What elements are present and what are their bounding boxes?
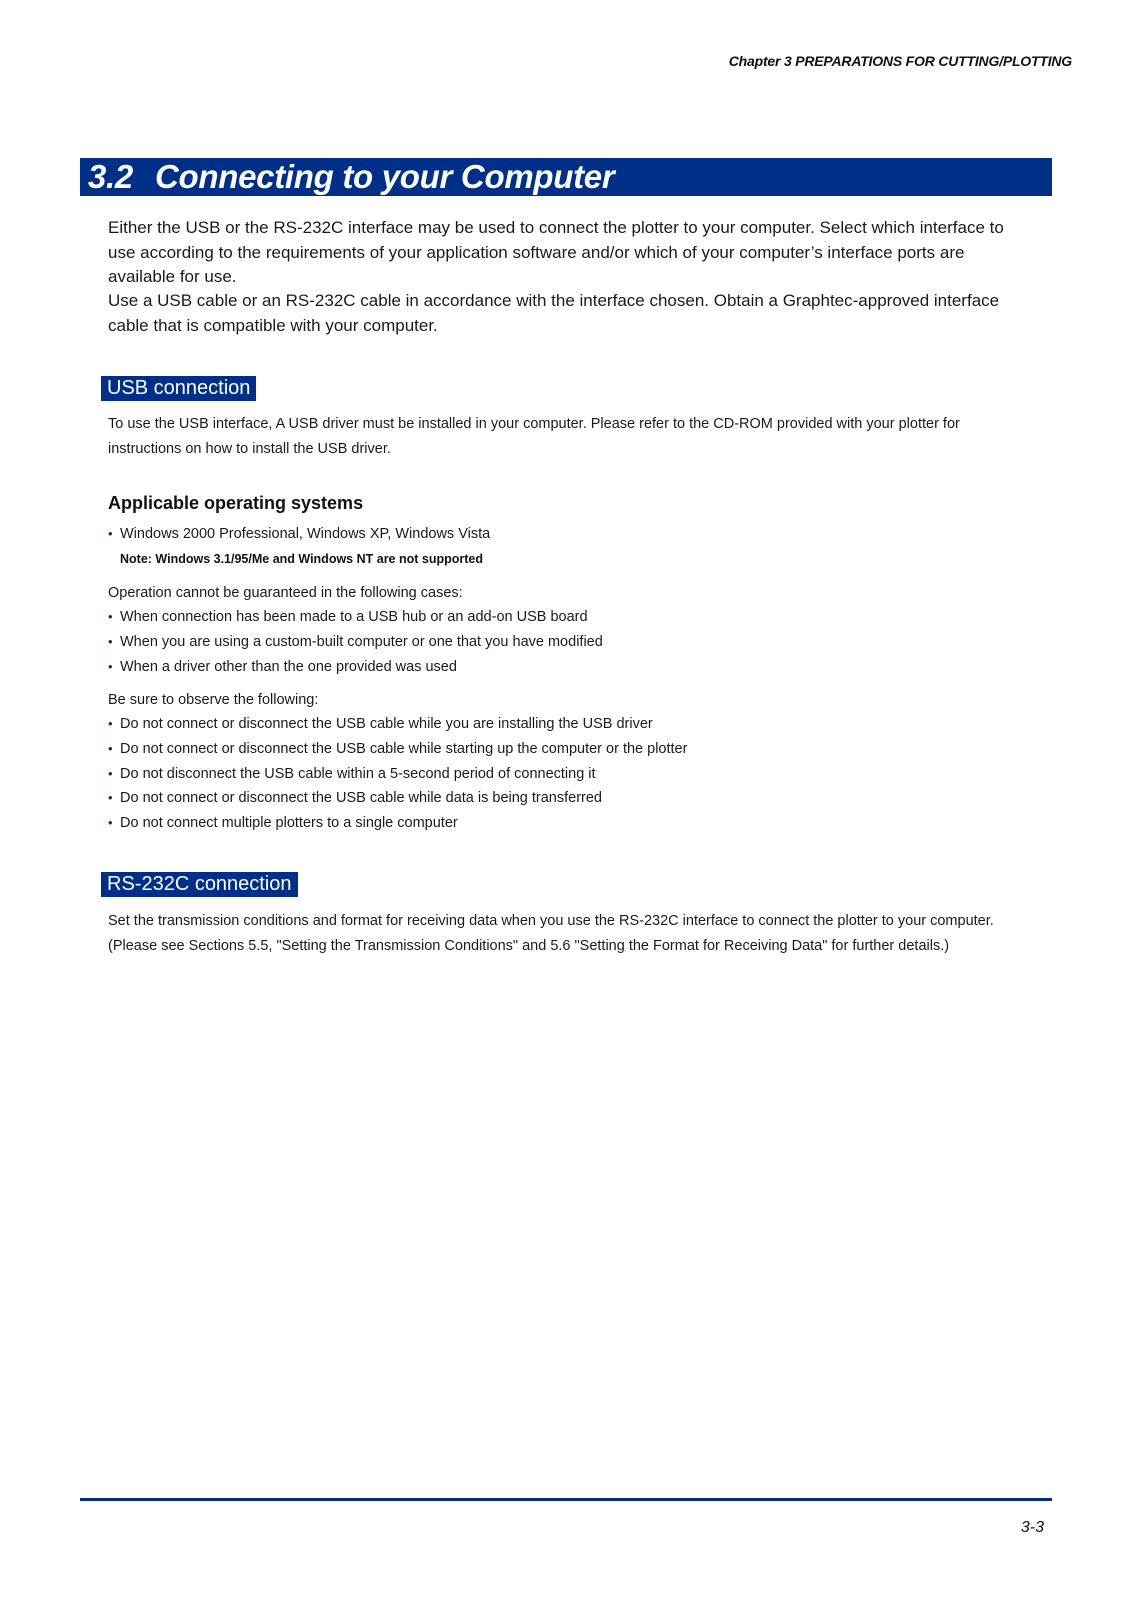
os-list bbox=[108, 522, 490, 547]
section-number: 3.2 bbox=[88, 158, 133, 195]
list-item: • Do not connect multiple plotters to a single computer bbox=[108, 811, 687, 836]
bullet-icon: • bbox=[108, 658, 113, 674]
bullet-icon: • bbox=[108, 765, 113, 781]
list-item: • Do not connect or disconnect the USB cable while data is being transferred bbox=[108, 786, 687, 811]
page-number: 3-3 bbox=[1020, 1519, 1044, 1536]
list-item: • Do not connect or disconnect the USB cable while starting up the computer or the plotter bbox=[108, 737, 687, 762]
cases-list bbox=[108, 605, 603, 679]
observe-list bbox=[108, 712, 687, 836]
os-note: Note: Windows 3.1/95/Me and Windows NT are not supported bbox=[120, 552, 483, 566]
intro-paragraph-1: Either the USB or the RS-232C interface may be used to connect the plotter to your computer. Select which interface to use according to the requirements of your application software and/or which of your computer’s interface ports are available for use. bbox=[108, 218, 1004, 286]
intro-paragraph-2: Use a USB cable or an RS-232C cable in accordance with the interface chosen. Obtain a Graphtec-approved interface cable that is compatible with your computer. bbox=[108, 291, 1000, 335]
section-title-bar bbox=[80, 158, 1052, 196]
bullet-icon: • bbox=[108, 740, 113, 756]
rs232c-connection-heading: RS-232C connection bbox=[101, 872, 298, 897]
bullet-icon: • bbox=[108, 526, 113, 541]
bullet-icon: • bbox=[108, 790, 113, 806]
bullet-icon: • bbox=[108, 815, 113, 831]
rs232c-description: Set the transmission conditions and format for receiving data when you use the RS-232C interface to connect the plotter to your computer. (Please see Sections 5.5, "Setting the Transmission Conditions" and 5.6 "Setting the Format for Receiving Data" for further details.) bbox=[108, 913, 994, 954]
bullet-icon: • bbox=[108, 716, 113, 731]
section-title: Connecting to your Computer bbox=[154, 158, 615, 195]
bullet-icon: • bbox=[108, 609, 113, 624]
bullet-icon: • bbox=[108, 633, 113, 649]
list-item: • Windows 2000 Professional, Windows XP, Windows Vista bbox=[108, 522, 490, 547]
cases-intro: Operation cannot be guaranteed in the following cases: bbox=[108, 585, 463, 601]
list-item: • When a driver other than the one provided was used bbox=[108, 655, 603, 680]
usb-description: To use the USB interface, A USB driver must be installed in your computer. Please refer to the CD-ROM provided with your plotter for instructions on how to install the USB driver. bbox=[108, 416, 960, 457]
list-item: • Do not disconnect the USB cable within a 5-second period of connecting it bbox=[108, 762, 687, 787]
os-heading: Applicable operating systems bbox=[108, 493, 364, 513]
footer-rule bbox=[80, 1498, 1052, 1501]
chapter-header: Chapter 3 PREPARATIONS FOR CUTTING/PLOTTING bbox=[728, 53, 1072, 69]
list-item: • When you are using a custom-built computer or one that you have modified bbox=[108, 630, 603, 655]
list-item: • Do not connect or disconnect the USB cable while you are installing the USB driver bbox=[108, 712, 687, 737]
observe-intro: Be sure to observe the following: bbox=[108, 692, 319, 708]
list-item: • When connection has been made to a USB hub or an add-on USB board bbox=[108, 605, 603, 630]
usb-connection-heading: USB connection bbox=[101, 376, 256, 401]
